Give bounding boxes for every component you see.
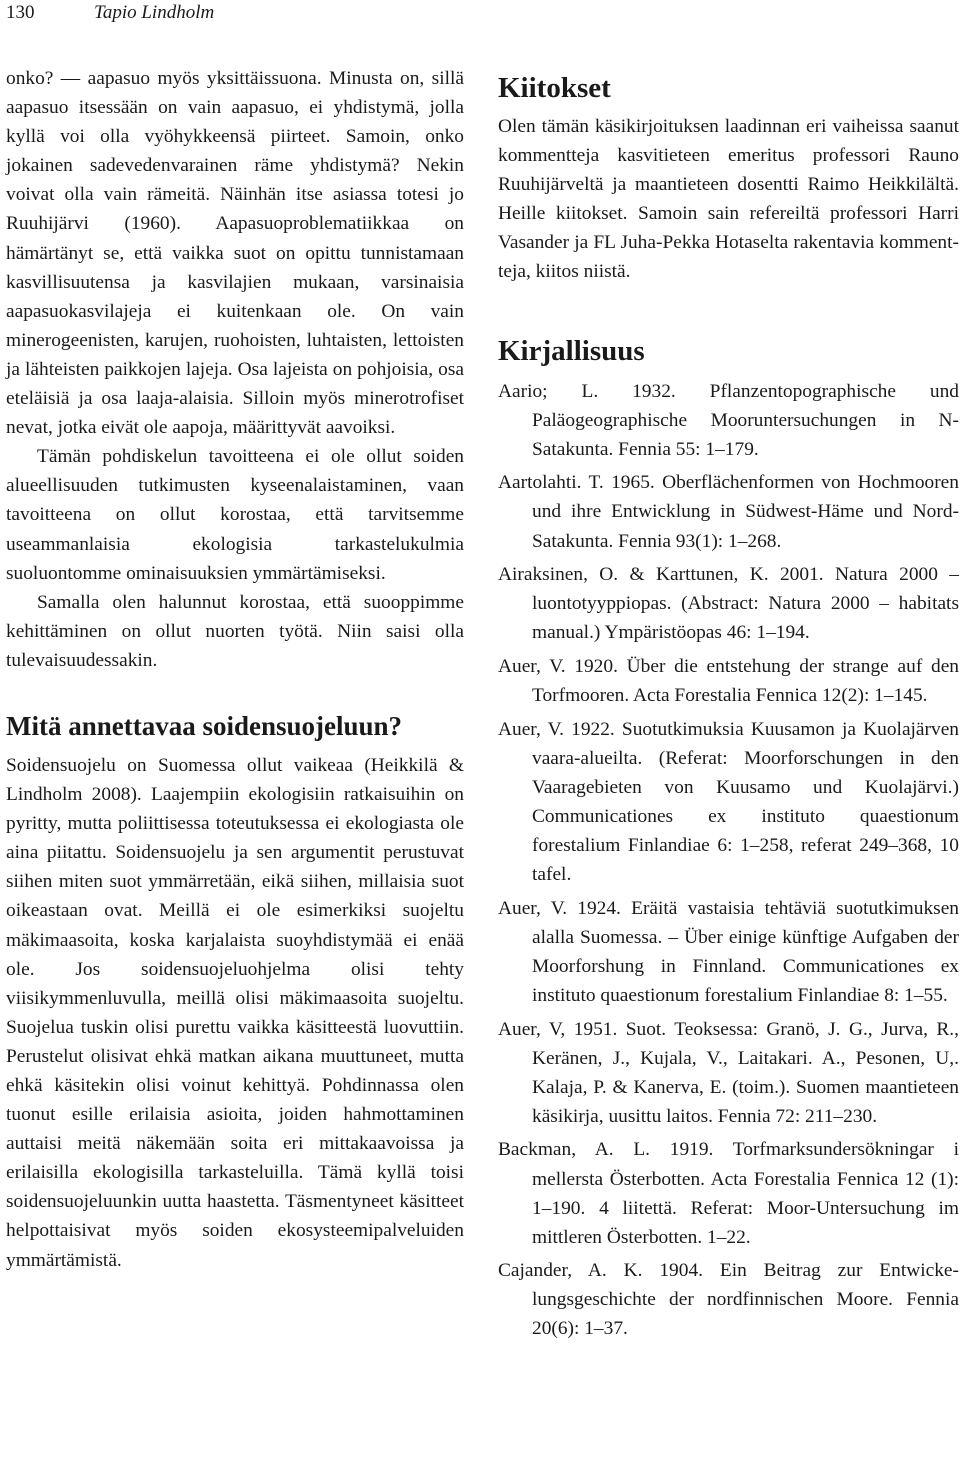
body-paragraph: Soidensuojelu on Suomessa ollut vaikeaa (Heikkilä & Lindholm 2008). Laajempiin ekologisiin ratkaisuihin on pyritty, mutta poliittisessa toteutuksessa ei ekologiasta ole aina piitattu. Soidensuojelu ja sen argumentit perustuvat siihen miten suot ymmärretään, eikä siihen, millaisia suot oikeastaan ovat. Meillä ei ole esimerkiksi suojeltu mäkimaasoita, koska karjalaista suoyhdistymää ei enää ole. Jos soidensuojeluohjelma olisi tehty viisikymmenluvulla, meillä olisi mäkimaasoita suojeltu. Suojelua tuskin olisi purettu vaikka käsitteestä luovuttiin. Perustelut olisivat ehkä matkan aikana muuttuneet, mutta ehkä käsitekin olisi voinut kehittyä. Pohdinnassa olen tuonut esille erilaisia asioita, joiden hahmottaminen auttaisi meitä näkemään soita eri mittakaavoissa ja erilaisilla ekologisilla tarkasteluilla. Tämä kyllä toisi soidensuojeluunkin uutta haastetta. Täsmentyneet käsitteet helpottaisivat myös soiden ekosysteemipalveluiden ymmärtämistä. bbox=[6, 754, 464, 1271]
references-heading: Kirjallisuus bbox=[498, 334, 645, 367]
section-heading: Mitä annettavaa soidensuojeluun? bbox=[6, 710, 403, 741]
left-column bbox=[6, 64, 464, 1275]
reference-item: Auer, V. 1922. Suotutkimuksia Kuusamon ja Kuolajärven vaara-alueilta. (Referat: Moorforschungen in den Vaaragebieten von Kuusamo und Kuolajärvi.) Communicationes ex instituto quaestionum forestalium Finlandiae 6: 1–258, referat 249–368, 10 tafel. bbox=[498, 718, 959, 886]
acknowledgements-heading: Kiitokset bbox=[498, 72, 611, 104]
page-header bbox=[6, 0, 960, 30]
reference-item: Auer, V. 1920. Über die entstehung der strange auf den Torfmooren. Acta Forestalia Fennica 12(2): 1–145. bbox=[498, 655, 959, 706]
right-column bbox=[498, 64, 959, 1348]
reference-item: Auer, V, 1951. Suot. Teoksessa: Granö, J. G., Jurva, R., Keränen, J., Kujala, V., Laitakari. A., Pesonen, U,. Kalaja, P. & Kanerva, E. (toim.). Suomen maantieteen käsikirja, uusittu laitos. Fennia 72: 211–230. bbox=[498, 1018, 959, 1127]
reference-item: Airaksinen, O. & Karttunen, K. 2001. Natura 2000 – luontotyyppiopas. (Abstract: Natura 2000 – habitats manual.) Ympäristöopas 46: 1–194. bbox=[498, 564, 959, 644]
acknowledgements-text: Olen tämän käsikirjoituksen laadinnan eri vaiheissa saanut kommentteja kasvitieteen emeritus professori Rauno Ruuhijärveltä ja maantieteen dosentti Raimo Heikkilältä. Heille kiitokset. Samoin sain refereiltä professori Harri Vasander ja FL Juha-Pekka Hotaselta rakentavia kommentteja, kiitos niistä. bbox=[498, 116, 959, 283]
reference-item: Backman, A. L. 1919. Torfmarksundersökningar i mellersta Österbotten. Acta Forestalia Fennica 12 (1): 1–190. 4 liitettä. Referat: Moor-Untersuchung im mittleren Österbotten. 1–22. bbox=[498, 1139, 959, 1248]
reference-item: Aario; L. 1932. Pflanzentopographische und Paläogeographische Mooruntersuchungen in N-Satakunta. Fennia 55: 1–179. bbox=[498, 380, 959, 460]
reference-item: Cajander, A. K. 1904. Ein Beitrag zur Entwickelungsgeschichte der nordfinnischen Moore. Fennia 20(6): 1–37. bbox=[498, 1260, 959, 1340]
body-paragraph: Tämän pohdiskelun tavoitteena ei ole ollut soiden alueellisuuden tutkimusten kyseenalaistaminen, vaan tavoitteena on ollut korostaa, että tarvitsemme useammanlaisia ekologisia tarkastelukulmia suoluontomme ominaisuuksien ymmärtämiseksi. bbox=[6, 446, 464, 584]
reference-item: Auer, V. 1924. Eräitä vastaisia tehtäviä suotutkimuksen alalla Suomessa. – Über einige künftige Aufgaben der Moorforshung in Finnland. Communicationes ex instituto quaestionum forestalium Finlandiae 8: 1–55. bbox=[498, 897, 959, 1006]
reference-list bbox=[498, 377, 959, 1344]
body-paragraph: onko? — aapasuo myös yksittäissuona. Minusta on, sillä aapasuo itsessään on vain aapasuo, ei yhdistymä, jolla kyllä voi olla vyöhykkeensä piirteet. Samoin, onko jokainen sadevedenvarainen räme yhdistymä? Nekin voivat olla vain rämeitä. Näinhän itse asiassa totesi jo Ruuhijärvi (1960). Aapasuoproblematiikkaa on hämärtänyt se, että vaikka suot on opittu tunnistamaan kasvillisuutensa ja kasvilajien mukaan, varsinaisia aapasuokasvilajeja ei kuitenkaan ole. On vain minerogeenisten, karujen, ruohoisten, luhtaisten, lettoisten ja lähteisten paikkojen lajeja. Osa lajeista on pohjoisia, osa eteläisiä ja osa laaja-alaisia. Silloin myös minerotrofiset nevat, jotka eivät ole aapoja, määrittyvät aavoiksi. bbox=[6, 68, 464, 439]
running-head: Tapio Lindholm bbox=[94, 2, 215, 23]
body-paragraph: Samalla olen halunnut korostaa, että suooppimme kehittäminen on ollut nuorten työtä. Niin saisi olla tulevaisuudessakin. bbox=[6, 591, 464, 671]
page-number: 130 bbox=[6, 2, 35, 23]
reference-item: Aartolahti. T. 1965. Oberflächenformen von Hochmooren und ihre Entwicklung in Südwest-Häme und Nord-Satakunta. Fennia 93(1): 1–268. bbox=[498, 472, 959, 552]
